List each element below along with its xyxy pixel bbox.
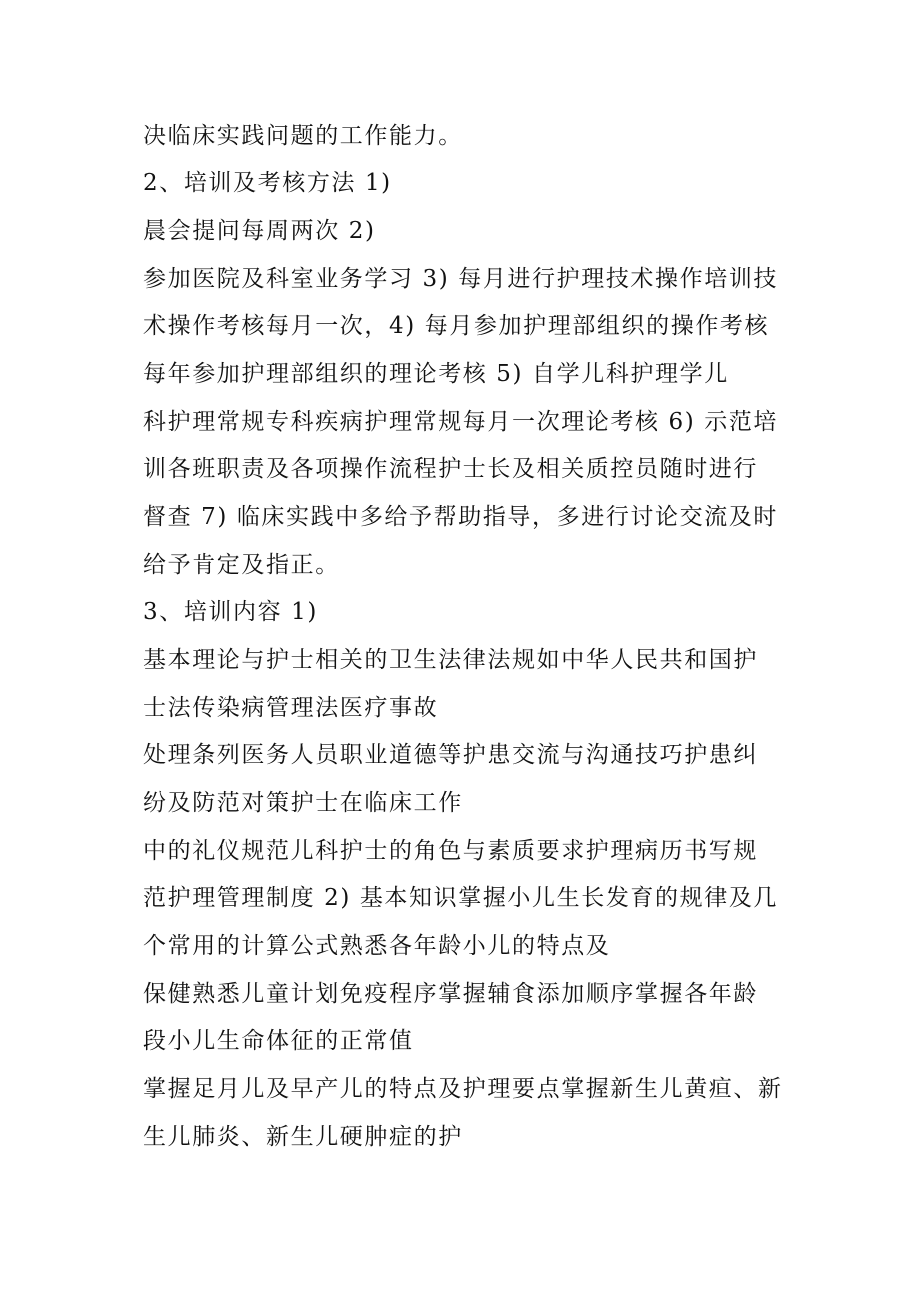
text-line: 科护理常规专科疾病护理常规每月一次理论考核 6) 示范培: [143, 409, 779, 435]
text-line: 训各班职责及各项操作流程护士长及相关质控员随时进行: [143, 456, 758, 482]
text-line: 处理条列医务人员职业道德等护患交流与沟通技巧护患纠: [143, 742, 758, 768]
text-line: 掌握足月儿及早产儿的特点及护理要点掌握新生儿黄疸、新: [143, 1076, 783, 1102]
text-line: 决临床实践问题的工作能力。: [143, 123, 463, 149]
section-heading-training-content: 3、培训内容 1): [143, 599, 318, 625]
text-line: 中的礼仪规范儿科护士的角色与素质要求护理病历书写规: [143, 838, 758, 864]
text-line: 范护理管理制度 2) 基本知识掌握小儿生长发育的规律及几: [143, 885, 779, 911]
text-line: 生儿肺炎、新生儿硬肿症的护: [143, 1124, 463, 1150]
text-line: 督查 7) 临床实践中多给予帮助指导，多进行讨论交流及时: [143, 504, 779, 530]
text-line: 每年参加护理部组织的理论考核 5) 自学儿科护理学儿: [143, 361, 729, 387]
text-line: 基本理论与护士相关的卫生法律法规如中华人民共和国护: [143, 647, 758, 673]
text-line: 术操作考核每月一次，4) 每月参加护理部组织的操作考核: [143, 313, 770, 339]
text-line: 个常用的计算公式熟悉各年龄小儿的特点及: [143, 933, 611, 959]
text-line: 晨会提问每周两次 2): [143, 218, 376, 244]
text-line: 士法传染病管理法医疗事故: [143, 695, 439, 721]
text-line: 给予肯定及指正。: [143, 552, 340, 578]
section-heading-training-methods: 2、培训及考核方法 1): [143, 170, 392, 196]
text-line: 段小儿生命体征的正常值: [143, 1028, 414, 1054]
text-line: 参加医院及科室业务学习 3) 每月进行护理技术操作培训技: [143, 266, 779, 292]
text-line: 保健熟悉儿童计划免疫程序掌握辅食添加顺序掌握各年龄: [143, 981, 758, 1007]
text-line: 纷及防范对策护士在临床工作: [143, 790, 463, 816]
